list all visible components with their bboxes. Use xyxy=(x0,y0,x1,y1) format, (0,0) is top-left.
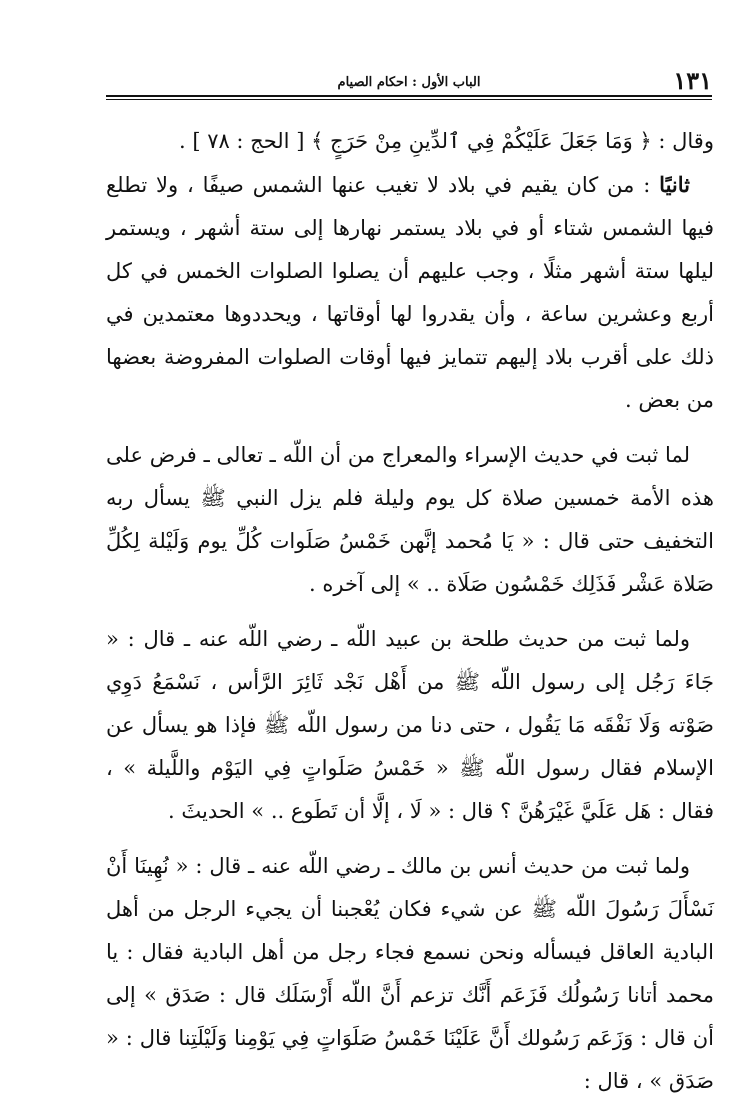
header-rule-thick xyxy=(106,95,712,97)
paragraph-isra-hadith xyxy=(106,434,714,606)
page-header xyxy=(106,66,712,98)
paragraph-quran-verse xyxy=(106,120,714,163)
paragraph-talha-hadith xyxy=(106,618,714,833)
paragraph-lead-word: ثانيًا xyxy=(659,172,690,197)
paragraph-text: وقال : ﴿ وَمَا جَعَلَ عَلَيْكُمْ فِي ٱلدِّينِ مِنْ حَرَجٍ ﴾ [ الحج : ٧٨ ] . xyxy=(178,129,714,153)
page-number: ١٣١ xyxy=(673,66,712,95)
running-title: الباب الأول : احكام الصيام xyxy=(337,75,481,90)
paragraph-secondly xyxy=(106,163,714,422)
paragraph-text: : من كان يقيم في بلاد لا تغيب عنها الشمس صيفًا ، ولا تطلع فيها الشمس شتاء أو في بلاد يستمر نهارها إلى ستة أشهر ، ويستمر ليلها ستة أشهر مثلًا ، وجب عليهم أن يصلوا الصلوات الخمس في كل أربع وعشرين ساعة ، وأن يقدروا لها أوقاتها ، ويحددوها معتمدين في ذلك على أقرب بلاد إليهم تتمايز فيها أوقات الصلوات المفروضة بعضها من بعض . xyxy=(106,173,714,412)
paragraph-text: ولما ثبت من حديث أنس بن مالك ـ رضي اللّه عنه ـ قال : « نُهِينَا أَنْ نَسْأَلَ رَسُولَ اللّه ﷺ عن شيء فكان يُعْجبنا أن يجيء الرجل من أهل البادية العاقل فيسأله ونحن نسمع فجاء رجل من أهل البادية فقال : يا محمد أتانا رَسُولُك فَزَعَم أَنَّك تزعم أَنَّ اللّه أَرْسَلَك قال : صَدَق » إلى أن قال : وَزَعَم رَسُولك أَنَّ عَلَيْنَا خَمْسُ صَلَوَاتٍ فِي يَوْمِنا وَلَيْلَتِنا قال : « صَدَق » ، قال : xyxy=(106,854,714,1093)
paragraph-text: ولما ثبت من حديث طلحة بن عبيد اللّه ـ رضي اللّه عنه ـ قال : « جَاءَ رَجُل إلى رسول اللّه ﷺ من أَهْل نَجْد ثَائِرَ الرَّأس ، نَسْمَعُ دَوِي صَوْته وَلَا نَفْقَه مَا يَقُول ، حتى دنا من رسول اللّه ﷺ فإذا هو يسأل عن الإسلام فقال رسول اللّه ﷺ « خَمْسُ صَلَواتٍ فِي اليَوْم واللَّيلة » ، فقال : هَل عَلَيَّ غَيْرَهُنَّ ؟ قال : « لَا ، إلَّا أن تَطَوع .. » الحديثَ . xyxy=(106,627,714,823)
paragraph-anas-hadith xyxy=(106,845,714,1103)
paragraph-text: لما ثبت في حديث الإسراء والمعراج من أن اللّه ـ تعالى ـ فرض على هذه الأمة خمسين صلاة كل يوم وليلة فلم يزل النبي ﷺ يسأل ربه التخفيف حتى قال : « يَا مُحمد إنَّهن خَمْسُ صَلَوات كُلِّ يوم وَلَيْلة لِكُلِّ صَلاة عَشْر فَذَلِك خَمْسُون صَلَاة .. » إلى آخره . xyxy=(106,443,714,596)
header-rule-thin xyxy=(106,99,712,100)
body-text xyxy=(106,120,714,1103)
